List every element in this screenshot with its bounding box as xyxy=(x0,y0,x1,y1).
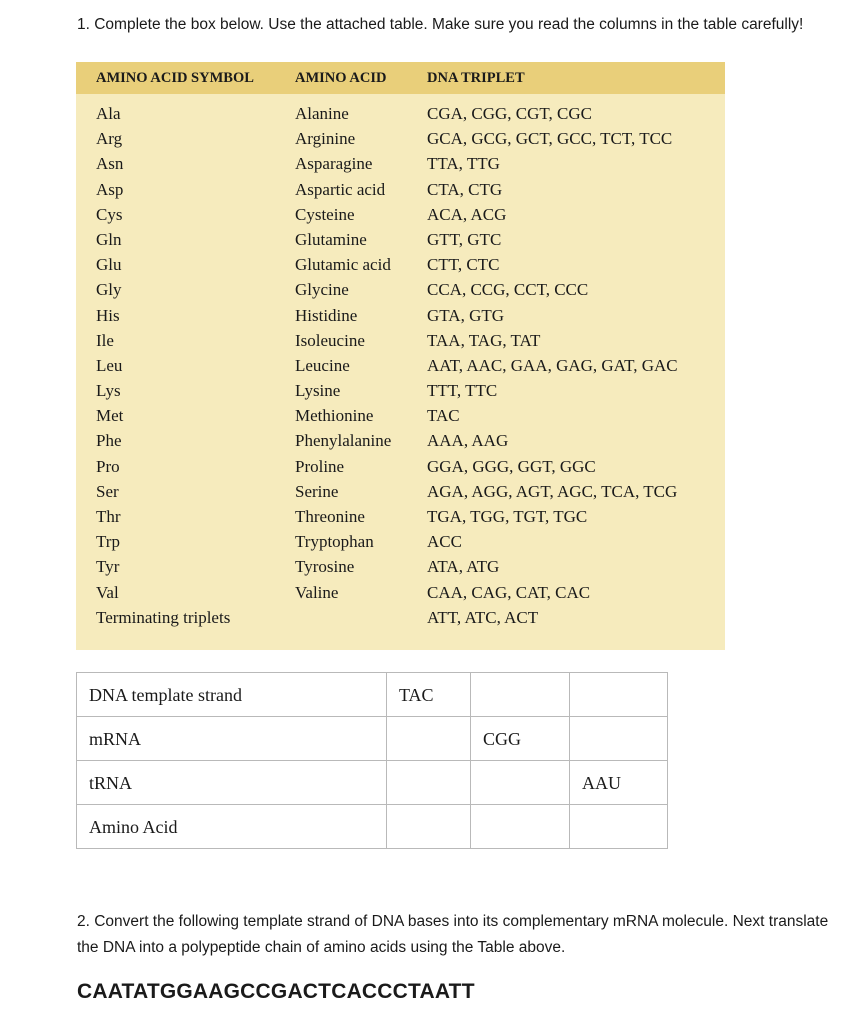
codon-row xyxy=(76,253,725,278)
amino-name: Isoleucine xyxy=(295,330,365,350)
amino-symbol: Pro xyxy=(96,456,120,476)
dna-triplets: AAT, AAC, GAA, GAG, GAT, GAC xyxy=(427,355,678,375)
amino-symbol: Gly xyxy=(96,280,122,300)
amino-symbol: Cys xyxy=(96,204,123,224)
amino-symbol: Met xyxy=(96,406,124,426)
dna-triplets: CTT, CTC xyxy=(427,255,500,275)
codon-row xyxy=(76,455,725,480)
question-2-text: 2. Convert the following template strand of DNA bases into its complementary mRNA molecule. Next translate the DNA into a polypeptide chain of amino acids using the Table above. xyxy=(77,913,829,956)
amino-name: Glutamic acid xyxy=(295,255,391,275)
amino-symbol: Ile xyxy=(96,330,114,350)
amino-symbol: Gln xyxy=(96,229,122,249)
codon-row xyxy=(76,354,725,379)
dna-triplets: CGA, CGG, CGT, CGC xyxy=(427,104,592,123)
grid-row-label: Amino Acid xyxy=(77,805,387,849)
amino-name: Valine xyxy=(295,582,339,602)
dna-triplets: TAA, TAG, TAT xyxy=(427,330,541,350)
dna-triplets: AAA, AAG xyxy=(427,431,509,451)
amino-name: Cysteine xyxy=(295,204,355,224)
grid-cell[interactable]: TAC xyxy=(387,673,471,717)
amino-symbol: Leu xyxy=(96,355,123,375)
amino-symbol: Asn xyxy=(96,154,124,174)
amino-symbol: His xyxy=(96,305,120,325)
amino-name: Aspartic acid xyxy=(295,179,386,199)
codon-table-header xyxy=(76,62,725,94)
grid-cell[interactable]: CGG xyxy=(471,717,570,761)
codon-row xyxy=(76,329,725,354)
dna-triplets: ATA, ATG xyxy=(427,557,500,577)
grid-row xyxy=(77,761,668,805)
amino-symbol: Lys xyxy=(96,381,121,401)
grid-row-label: DNA template strand xyxy=(77,673,387,717)
grid-cell[interactable] xyxy=(570,717,668,761)
dna-triplets: GTT, GTC xyxy=(427,229,502,249)
codon-row xyxy=(76,555,725,580)
question-1-text: 1. Complete the box below. Use the attached table. Make sure you read the columns in the table carefully! xyxy=(77,16,804,33)
amino-symbol: Ser xyxy=(96,481,119,501)
dna-triplets: GTA, GTG xyxy=(427,305,505,325)
amino-symbol: Terminating triplets xyxy=(96,607,231,627)
amino-name: Tyrosine xyxy=(295,557,355,577)
amino-symbol: Trp xyxy=(96,532,120,552)
dna-triplets: CAA, CAG, CAT, CAC xyxy=(427,582,591,602)
amino-name: Serine xyxy=(295,481,339,501)
codon-row xyxy=(76,178,725,203)
amino-name: Histidine xyxy=(295,305,358,325)
grid-cell[interactable] xyxy=(471,761,570,805)
amino-symbol: Ala xyxy=(96,104,121,123)
grid-cell[interactable] xyxy=(387,717,471,761)
dna-triplets: TGA, TGG, TGT, TGC xyxy=(427,507,588,526)
amino-symbol: Arg xyxy=(96,129,123,149)
grid-row-label: tRNA xyxy=(77,761,387,805)
answer-grid xyxy=(76,672,668,849)
dna-triplets: TAC xyxy=(427,406,460,426)
amino-name: Leucine xyxy=(295,355,350,375)
dna-strand: CAATATGGAAGCCGACTCACCCTAATT xyxy=(77,980,475,1003)
grid-cell[interactable] xyxy=(471,673,570,717)
amino-name: Proline xyxy=(295,456,345,476)
dna-triplets: ATT, ATC, ACT xyxy=(427,607,539,627)
amino-symbol: Phe xyxy=(96,431,122,451)
dna-triplets: AGA, AGG, AGT, AGC, TCA, TCG xyxy=(427,481,678,501)
grid-cell[interactable] xyxy=(570,673,668,717)
amino-symbol: Glu xyxy=(96,255,122,275)
amino-symbol: Thr xyxy=(96,507,121,526)
grid-row xyxy=(77,717,668,761)
codon-row xyxy=(76,304,725,329)
codon-row xyxy=(76,127,725,152)
dna-triplets: ACA, ACG xyxy=(427,204,507,224)
amino-name: Threonine xyxy=(295,507,365,526)
grid-row xyxy=(77,673,668,717)
amino-name: Alanine xyxy=(295,104,349,123)
dna-triplets: TTT, TTC xyxy=(427,381,498,401)
codon-row xyxy=(76,278,725,303)
dna-triplets: ACC xyxy=(427,532,462,552)
grid-cell[interactable] xyxy=(570,805,668,849)
dna-triplets: GCA, GCG, GCT, GCC, TCT, TCC xyxy=(427,129,673,149)
grid-cell[interactable] xyxy=(387,805,471,849)
grid-cell[interactable] xyxy=(387,761,471,805)
amino-name: Glutamine xyxy=(295,229,367,249)
grid-cell[interactable]: AAU xyxy=(570,761,668,805)
grid-cell[interactable] xyxy=(471,805,570,849)
amino-symbol: Val xyxy=(96,582,119,602)
amino-name: Glycine xyxy=(295,280,349,300)
header-dna-triplet: DNA TRIPLET xyxy=(427,70,525,86)
amino-name: Lysine xyxy=(295,381,341,401)
dna-triplets: CCA, CCG, CCT, CCC xyxy=(427,280,589,300)
codon-row xyxy=(76,228,725,253)
codon-row xyxy=(76,203,725,228)
amino-name: Phenylalanine xyxy=(295,431,392,451)
dna-triplets: GGA, GGG, GGT, GGC xyxy=(427,456,596,476)
codon-row xyxy=(76,152,725,177)
header-symbol: AMINO ACID SYMBOL xyxy=(96,70,254,86)
amino-name: Asparagine xyxy=(295,154,373,174)
grid-row-label: mRNA xyxy=(77,717,387,761)
codon-row xyxy=(76,429,725,454)
codon-table xyxy=(76,62,725,650)
codon-row xyxy=(76,379,725,404)
amino-name: Arginine xyxy=(295,129,356,149)
header-amino-acid: AMINO ACID xyxy=(295,70,387,86)
grid-row xyxy=(77,805,668,849)
codon-row xyxy=(76,404,725,429)
codon-row xyxy=(76,480,725,505)
codon-row xyxy=(76,102,725,127)
amino-name: Tryptophan xyxy=(295,532,374,552)
codon-row xyxy=(76,530,725,555)
dna-triplets: TTA, TTG xyxy=(427,154,500,174)
codon-row xyxy=(76,505,725,530)
amino-symbol: Asp xyxy=(96,179,124,199)
amino-name: Methionine xyxy=(295,406,374,426)
amino-symbol: Tyr xyxy=(96,557,120,577)
codon-row xyxy=(76,581,725,606)
codon-row xyxy=(76,606,725,631)
dna-triplets: CTA, CTG xyxy=(427,179,503,199)
codon-table-body xyxy=(76,102,725,631)
